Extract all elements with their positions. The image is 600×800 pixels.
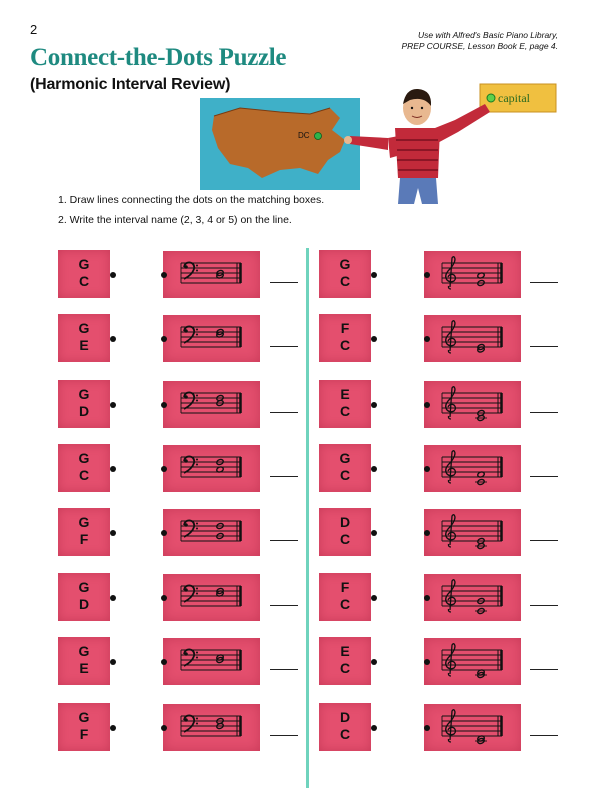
letter-box-text xyxy=(319,450,371,484)
connect-dot-letter[interactable] xyxy=(110,595,116,601)
letter-bottom: D xyxy=(78,596,90,612)
connect-dot-letter[interactable] xyxy=(110,725,116,731)
letter-top: D xyxy=(339,709,351,725)
letter-box-text xyxy=(58,709,110,743)
note-box xyxy=(424,509,521,556)
letter-top: D xyxy=(339,514,351,530)
connect-dot-letter[interactable] xyxy=(371,336,377,342)
answer-line[interactable] xyxy=(270,605,298,606)
instruction-1: 1. Draw lines connecting the dots on the matching boxes. xyxy=(58,194,325,206)
answer-line[interactable] xyxy=(270,669,298,670)
letter-top: G xyxy=(78,579,90,595)
letter-bottom: F xyxy=(79,726,89,742)
connect-dot-letter[interactable] xyxy=(110,402,116,408)
connect-dot-staff[interactable] xyxy=(161,659,167,665)
note-box xyxy=(163,251,260,298)
staff-diagram xyxy=(424,381,521,428)
letter-top: G xyxy=(78,643,90,659)
answer-line[interactable] xyxy=(530,735,558,736)
staff-diagram xyxy=(163,315,260,362)
letter-bottom: C xyxy=(339,660,351,676)
staff-diagram xyxy=(163,638,260,685)
page-number: 2 xyxy=(30,22,38,37)
boy-figure xyxy=(344,89,490,204)
answer-line[interactable] xyxy=(530,412,558,413)
letter-top: G xyxy=(339,450,351,466)
note-box xyxy=(424,574,521,621)
letter-box xyxy=(58,573,110,621)
letter-box xyxy=(319,250,371,298)
bass-clef-icon xyxy=(184,262,198,279)
answer-line[interactable] xyxy=(530,346,558,347)
note-box xyxy=(163,445,260,492)
connect-dot-staff[interactable] xyxy=(161,595,167,601)
bass-clef-icon xyxy=(184,456,198,473)
connect-dot-staff[interactable] xyxy=(424,725,430,731)
sign-label-capital: capital xyxy=(498,91,530,105)
letter-box xyxy=(58,444,110,492)
connect-dot-staff[interactable] xyxy=(161,272,167,278)
note-box xyxy=(424,445,521,492)
letter-bottom: C xyxy=(339,596,351,612)
bass-clef-icon xyxy=(184,585,198,602)
letter-top: G xyxy=(339,256,351,272)
letter-top: G xyxy=(78,256,90,272)
page-title: Connect-the-Dots Puzzle xyxy=(30,44,287,71)
connect-dot-letter[interactable] xyxy=(110,272,116,278)
bass-clef-icon xyxy=(184,520,198,537)
letter-box xyxy=(319,637,371,685)
capital-dot xyxy=(315,133,322,140)
answer-line[interactable] xyxy=(270,282,298,283)
staff-diagram xyxy=(424,704,521,751)
answer-line[interactable] xyxy=(270,735,298,736)
answer-line[interactable] xyxy=(270,346,298,347)
note-box xyxy=(163,638,260,685)
answer-line[interactable] xyxy=(270,476,298,477)
answer-line[interactable] xyxy=(270,540,298,541)
note-box xyxy=(163,381,260,428)
letter-box xyxy=(319,573,371,621)
letter-box xyxy=(58,508,110,556)
connect-dot-letter[interactable] xyxy=(110,659,116,665)
answer-line[interactable] xyxy=(530,605,558,606)
letter-box xyxy=(58,314,110,362)
letter-box-text xyxy=(58,320,110,354)
staff-diagram xyxy=(163,445,260,492)
note-box xyxy=(163,315,260,362)
connect-dot-staff[interactable] xyxy=(161,336,167,342)
letter-top: G xyxy=(78,450,90,466)
letter-top: G xyxy=(78,514,90,530)
staff-diagram xyxy=(424,574,521,621)
connect-dot-letter[interactable] xyxy=(371,595,377,601)
letter-top: E xyxy=(340,643,350,659)
bass-clef-icon xyxy=(184,392,198,409)
bass-clef-icon xyxy=(184,326,198,343)
letter-bottom: C xyxy=(339,337,351,353)
connect-dot-staff[interactable] xyxy=(161,530,167,536)
letter-box xyxy=(319,444,371,492)
staff-diagram xyxy=(424,251,521,298)
letter-box xyxy=(58,380,110,428)
letter-bottom: E xyxy=(79,337,89,353)
reference-note-line-2: PREP COURSE, Lesson Book E, page 4. xyxy=(401,41,558,51)
letter-box-text xyxy=(319,320,371,354)
letter-box xyxy=(319,703,371,751)
connect-dot-staff[interactable] xyxy=(424,659,430,665)
connect-dot-letter[interactable] xyxy=(371,402,377,408)
letter-box-text xyxy=(58,643,110,677)
connect-dot-staff[interactable] xyxy=(424,272,430,278)
note-box xyxy=(424,315,521,362)
connect-dot-staff[interactable] xyxy=(424,336,430,342)
answer-line[interactable] xyxy=(530,282,558,283)
connect-dot-letter[interactable] xyxy=(110,336,116,342)
letter-bottom: C xyxy=(339,273,351,289)
reference-note xyxy=(358,30,558,52)
letter-box-text xyxy=(319,579,371,613)
letter-box-text xyxy=(58,256,110,290)
connect-dot-letter[interactable] xyxy=(371,659,377,665)
letter-bottom: C xyxy=(339,726,351,742)
letter-bottom: C xyxy=(339,467,351,483)
letter-box xyxy=(58,637,110,685)
staff-diagram xyxy=(163,704,260,751)
letter-bottom: C xyxy=(339,403,351,419)
staff-diagram xyxy=(424,509,521,556)
bass-clef-icon xyxy=(184,715,198,732)
letter-bottom: C xyxy=(339,531,351,547)
staff-diagram xyxy=(424,315,521,362)
letter-bottom: D xyxy=(78,403,90,419)
connect-dot-staff[interactable] xyxy=(161,725,167,731)
note-box xyxy=(424,704,521,751)
letter-box xyxy=(58,250,110,298)
letter-bottom: C xyxy=(78,273,90,289)
letter-box xyxy=(319,380,371,428)
letter-box-text xyxy=(319,643,371,677)
letter-box-text xyxy=(319,709,371,743)
connect-dot-staff[interactable] xyxy=(161,402,167,408)
letter-box-text xyxy=(319,386,371,420)
connect-dot-staff[interactable] xyxy=(424,466,430,472)
note-box xyxy=(424,381,521,428)
letter-box xyxy=(319,314,371,362)
letter-box xyxy=(58,703,110,751)
staff-diagram xyxy=(163,509,260,556)
page-subtitle: (Harmonic Interval Review) xyxy=(30,76,231,93)
letter-box-text xyxy=(58,450,110,484)
letter-top: F xyxy=(340,320,350,336)
letter-bottom: C xyxy=(78,467,90,483)
letter-top: G xyxy=(78,386,90,402)
staff-diagram xyxy=(424,638,521,685)
note-box xyxy=(424,638,521,685)
staff-diagram xyxy=(163,251,260,298)
column-divider xyxy=(306,248,309,788)
connect-dot-letter[interactable] xyxy=(110,466,116,472)
staff-diagram xyxy=(424,445,521,492)
boy-pointing-at-map-illustration xyxy=(200,78,560,208)
connect-dot-staff[interactable] xyxy=(161,466,167,472)
letter-box-text xyxy=(58,579,110,613)
note-box xyxy=(163,509,260,556)
connect-dot-letter[interactable] xyxy=(371,272,377,278)
bass-clef-icon xyxy=(184,649,198,666)
connect-dot-staff[interactable] xyxy=(424,402,430,408)
letter-top: E xyxy=(340,386,350,402)
note-box xyxy=(424,251,521,298)
letter-top: G xyxy=(78,709,90,725)
answer-line[interactable] xyxy=(530,669,558,670)
letter-box-text xyxy=(319,256,371,290)
letter-top: G xyxy=(78,320,90,336)
connect-dot-letter[interactable] xyxy=(371,530,377,536)
reference-note-line-1: Use with Alfred's Basic Piano Library, xyxy=(417,30,558,40)
connect-dot-letter[interactable] xyxy=(371,725,377,731)
letter-bottom: E xyxy=(79,660,89,676)
answer-line[interactable] xyxy=(530,540,558,541)
connect-dot-letter[interactable] xyxy=(371,466,377,472)
letter-box-text xyxy=(58,386,110,420)
connect-dot-letter[interactable] xyxy=(110,530,116,536)
connect-dot-staff[interactable] xyxy=(424,530,430,536)
answer-line[interactable] xyxy=(270,412,298,413)
letter-box xyxy=(319,508,371,556)
instruction-2: 2. Write the interval name (2, 3, 4 or 5) on the line. xyxy=(58,214,292,226)
letter-box-text xyxy=(58,514,110,548)
note-box xyxy=(163,704,260,751)
staff-diagram xyxy=(163,381,260,428)
letter-box-text xyxy=(319,514,371,548)
map-label-dc: DC xyxy=(298,131,310,140)
staff-diagram xyxy=(163,574,260,621)
letter-bottom: F xyxy=(79,531,89,547)
note-box xyxy=(163,574,260,621)
connect-dot-staff[interactable] xyxy=(424,595,430,601)
letter-top: F xyxy=(340,579,350,595)
answer-line[interactable] xyxy=(530,476,558,477)
